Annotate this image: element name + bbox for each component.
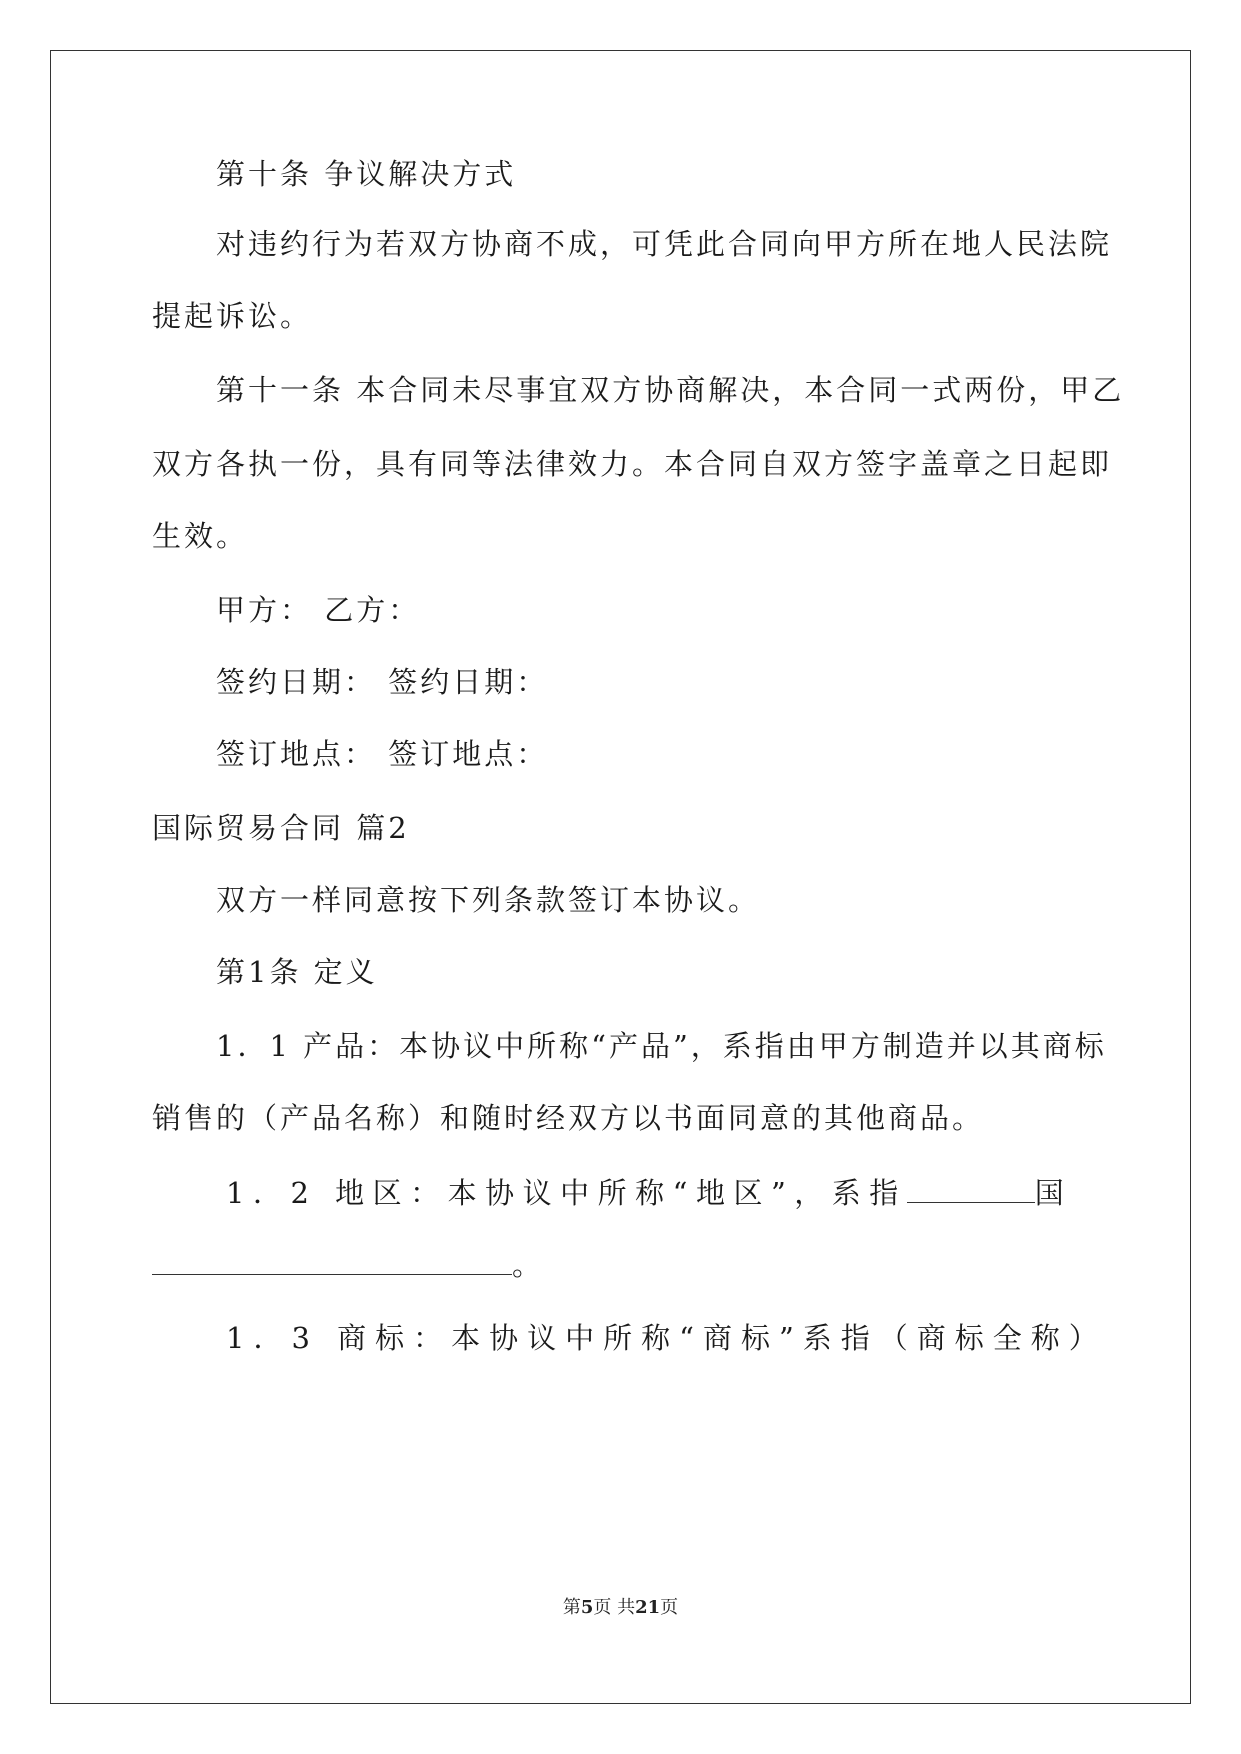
- article-1-heading: 第1条 定义: [216, 955, 378, 989]
- clause-1-2-continuation: [152, 1244, 541, 1285]
- paragraph-line: 提起诉讼。: [152, 299, 313, 333]
- paragraph-line: 销售的（产品名称）和随时经双方以书面同意的其他商品。: [152, 1101, 985, 1135]
- sign-place-line: 签订地点： 签订地点：: [216, 737, 549, 771]
- party-line: 甲方： 乙方：: [216, 593, 421, 627]
- article-10-heading: 第十条 争议解决方式: [216, 157, 517, 191]
- clause-1-2-suffix: 国: [1034, 1176, 1073, 1210]
- article-11-line: 第十一条 本合同未尽事宜双方协商解决，本合同一式两份，甲乙: [216, 373, 1125, 407]
- total-pages: 21: [635, 1597, 661, 1618]
- clause-1-3-line: 1．3 商标：本协议中所称“商标”系指（商标全称）: [226, 1321, 1107, 1355]
- footer-middle: 页 共: [593, 1597, 636, 1618]
- paragraph-line: 双方各执一份，具有同等法律效力。本合同自双方签字盖章之日起即: [152, 447, 1113, 481]
- clause-1-2-end: 。: [512, 1248, 542, 1282]
- page-footer: [0, 1596, 1241, 1620]
- page-number: 5: [580, 1597, 594, 1618]
- clause-1-1-line: 1．1 产品：本协议中所称“产品”，系指由甲方制造并以其商标: [216, 1029, 1107, 1063]
- clause-1-2-text: 1．2 地区：本协议中所称“地区”，系指: [226, 1176, 907, 1210]
- paragraph-line: 对违约行为若双方协商不成，可凭此合同向甲方所在地人民法院: [216, 227, 1113, 261]
- paragraph-line: 双方一样同意按下列条款签订本协议。: [216, 883, 761, 917]
- section-title: 国际贸易合同 篇2: [152, 811, 410, 845]
- footer-suffix: 页: [660, 1597, 679, 1618]
- sign-date-line: 签约日期： 签约日期：: [216, 665, 549, 699]
- clause-1-2-line: [226, 1172, 1072, 1213]
- footer-prefix: 第: [562, 1597, 581, 1618]
- blank-line: [907, 1172, 1035, 1203]
- paragraph-line: 生效。: [152, 519, 249, 553]
- blank-line: [152, 1244, 512, 1275]
